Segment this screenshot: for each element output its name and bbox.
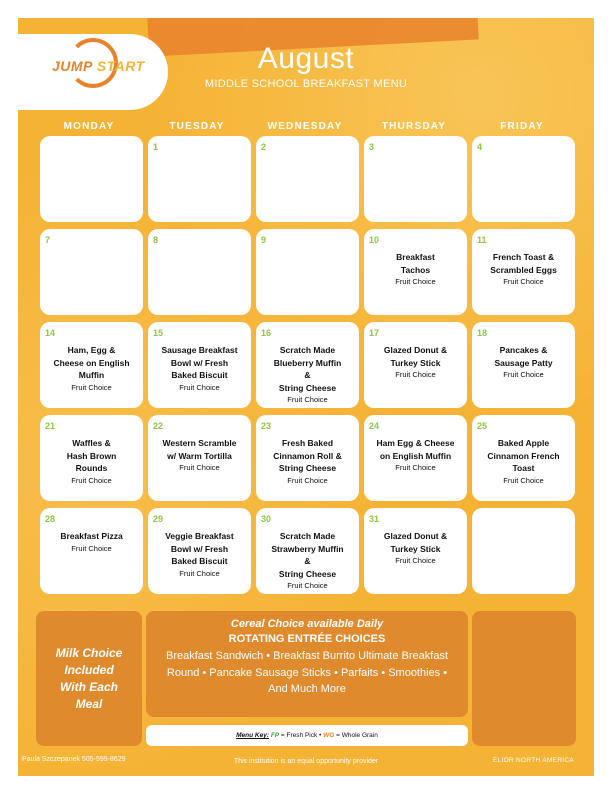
menu-key-fp-text: = Fresh Pick • [279, 732, 324, 739]
day-number: 28 [45, 514, 56, 524]
day-number: 4 [477, 142, 483, 152]
calendar-cell [40, 508, 143, 594]
day-number: 11 [477, 235, 487, 245]
side-item: Fruit Choice [71, 382, 112, 392]
day-head-monday: MONDAY [63, 121, 115, 132]
meal-line: Muffin [78, 370, 105, 380]
meal-line: Bowl w/ Fresh [170, 357, 229, 368]
calendar-cell [472, 136, 575, 222]
calendar-cell [148, 322, 251, 408]
meal-item [476, 344, 571, 380]
meal-line: Scrambled Eggs [490, 264, 557, 275]
calendar-cell [148, 415, 251, 501]
calendar-cell [472, 508, 575, 594]
calendar-cell [364, 136, 467, 222]
meal-line: Baked Apple [497, 438, 550, 448]
day-number: 31 [369, 514, 380, 524]
day-number: 23 [261, 421, 272, 431]
calendar-cell [472, 322, 575, 408]
day-headers [41, 121, 581, 135]
meal-line: Glazed Donut & [383, 345, 448, 355]
meal-line: Fresh Baked [281, 438, 334, 448]
day-number: 25 [477, 421, 488, 431]
meal-line: Blueberry Muffin [273, 357, 342, 368]
side-item: Fruit Choice [179, 382, 220, 392]
side-item: Fruit Choice [395, 370, 436, 379]
meal-item [368, 251, 463, 287]
day-number: 17 [369, 328, 380, 338]
menu-key-label: Menu Key: [236, 732, 269, 739]
rotating-entree-list: Breakfast Sandwich • Breakfast Burrito Ultimate Breakfast Round • Pancake Sausage Sticks • Parfaits • Smoothies • And Much More [165, 650, 449, 695]
meal-line: Ham, Egg & [67, 345, 116, 355]
menu-subtitle: MIDDLE SCHOOL BREAKFAST MENU [204, 78, 408, 90]
menu-key-fp: FP [270, 732, 280, 739]
day-number: 7 [45, 235, 51, 245]
day-number: 2 [261, 142, 267, 152]
calendar-cell [256, 415, 359, 501]
calendar-cell [364, 508, 467, 594]
meal-line: & [304, 556, 311, 566]
day-head-thursday: THURSDAY [381, 121, 447, 132]
meal-line: Pancakes & [499, 345, 548, 355]
meal-item [368, 437, 463, 473]
milk-choice-box [36, 611, 142, 746]
cereal-choice-text: Cereal Choice available Daily [230, 618, 384, 630]
side-item: Fruit Choice [503, 475, 544, 485]
day-number: 30 [261, 514, 272, 524]
logo-word-jump: JUMP [52, 58, 93, 74]
calendar-cell [40, 415, 143, 501]
meal-item [152, 437, 247, 473]
side-item: Fruit Choice [287, 475, 328, 485]
meal-line: Baked Biscuit [171, 556, 228, 566]
meal-item [476, 251, 571, 287]
blank-orange-box [472, 611, 576, 746]
calendar-cell [148, 508, 251, 594]
day-number: 3 [369, 142, 375, 152]
calendar-cell [472, 415, 575, 501]
meal-line: Western Scramble [162, 438, 237, 448]
day-number: 10 [369, 235, 380, 245]
menu-key-wg-text: = Whole Grain [334, 732, 378, 739]
footer-equal-opportunity: This institution is an equal opportunity provider [233, 758, 379, 765]
menu-key-wg: WG [323, 732, 335, 739]
side-item: Fruit Choice [503, 277, 544, 286]
side-item: Fruit Choice [71, 475, 112, 485]
rotating-choices-box [146, 611, 468, 717]
calendar-cell [148, 229, 251, 315]
menu-key [146, 725, 468, 746]
meal-item [44, 437, 139, 486]
meal-line: Turkey Stick [390, 357, 441, 368]
rotating-entree-title: ROTATING ENTRÉE CHOICES [228, 633, 386, 645]
meal-line: Baked Biscuit [171, 370, 228, 380]
meal-line: on English Muffin [379, 450, 452, 461]
side-item: Fruit Choice [395, 277, 436, 286]
meal-item [368, 530, 463, 566]
meal-line: w/ Warm Tortilla [167, 450, 232, 461]
side-item: Fruit Choice [179, 463, 220, 472]
milk-choice-text: Milk Choice Included With Each Meal [55, 645, 123, 711]
calendar-cell [256, 229, 359, 315]
meal-line: String Cheese [278, 463, 337, 473]
meal-line: String Cheese [278, 382, 337, 393]
day-number: 9 [261, 235, 267, 245]
meal-line: Ham Egg & Cheese [376, 438, 455, 448]
day-number: 1 [153, 142, 159, 152]
meal-line: String Cheese [278, 568, 337, 579]
meal-line: Turkey Stick [390, 543, 441, 554]
menu-page [18, 18, 594, 776]
meal-line: Waffles & [72, 438, 111, 448]
meal-line: Cheese on English [53, 357, 130, 368]
meal-line: Tachos [400, 264, 431, 275]
meal-item [260, 530, 355, 591]
day-head-wednesday: WEDNESDAY [267, 121, 343, 132]
footer-contact: Paula Szczepanek 505-599-8629 [22, 756, 126, 763]
calendar-cell [256, 322, 359, 408]
meal-item [152, 530, 247, 579]
month-title: August [257, 42, 355, 75]
day-number: 29 [153, 514, 164, 524]
day-number: 18 [477, 328, 488, 338]
meal-line: Glazed Donut & [383, 531, 448, 541]
meal-line: Veggie Breakfast [165, 531, 234, 541]
day-number: 14 [45, 328, 56, 338]
meal-item [44, 344, 139, 393]
day-number: 21 [45, 421, 56, 431]
calendar-cell [148, 136, 251, 222]
calendar-cell [40, 322, 143, 408]
meal-line: Bowl w/ Fresh [170, 543, 229, 554]
meal-line: Cinnamon Roll & [273, 450, 342, 461]
calendar-cell [256, 508, 359, 594]
meal-line: Scratch Made [279, 531, 336, 541]
day-head-tuesday: TUESDAY [169, 121, 225, 132]
day-number: 16 [261, 328, 272, 338]
meal-line: Strawberry Muffin [271, 543, 344, 554]
meal-item [152, 344, 247, 393]
meal-line: Sausage Breakfast [161, 345, 238, 355]
side-item: Fruit Choice [287, 395, 328, 404]
side-item: Fruit Choice [395, 463, 436, 472]
meal-item [260, 344, 355, 405]
side-item: Fruit Choice [179, 568, 220, 578]
day-number: 22 [153, 421, 164, 431]
day-number: 15 [153, 328, 164, 338]
meal-line: Sausage Patty [494, 357, 553, 368]
logo-word-start: START [96, 58, 145, 74]
calendar-cell [256, 136, 359, 222]
meal-line: Breakfast [396, 252, 435, 262]
day-number: 8 [153, 235, 159, 245]
calendar-cell [364, 415, 467, 501]
meal-line: Cinnamon French [487, 450, 560, 461]
day-head-friday: FRIDAY [500, 121, 544, 132]
meal-item [260, 437, 355, 486]
meal-line: Scratch Made [279, 345, 336, 355]
meal-item [476, 437, 571, 486]
meal-line: Hash Brown [66, 450, 117, 461]
side-item: Fruit Choice [287, 581, 328, 590]
meal-line: French Toast & [492, 252, 555, 262]
meal-line: Rounds [75, 463, 108, 473]
meal-line: & [304, 370, 311, 380]
calendar-cell [40, 136, 143, 222]
calendar-cell [364, 322, 467, 408]
side-item: Fruit Choice [395, 556, 436, 565]
meal-item [368, 344, 463, 380]
meal-line: Breakfast Pizza [60, 531, 123, 541]
meal-line: Toast [512, 463, 535, 473]
calendar-cell [472, 229, 575, 315]
calendar-cell [40, 229, 143, 315]
day-number: 24 [369, 421, 380, 431]
footer-brand: ELIOR NORTH AMERICA [492, 757, 574, 764]
side-item: Fruit Choice [503, 370, 544, 379]
meal-item [44, 530, 139, 554]
calendar-cell [364, 229, 467, 315]
side-item: Fruit Choice [71, 543, 112, 553]
